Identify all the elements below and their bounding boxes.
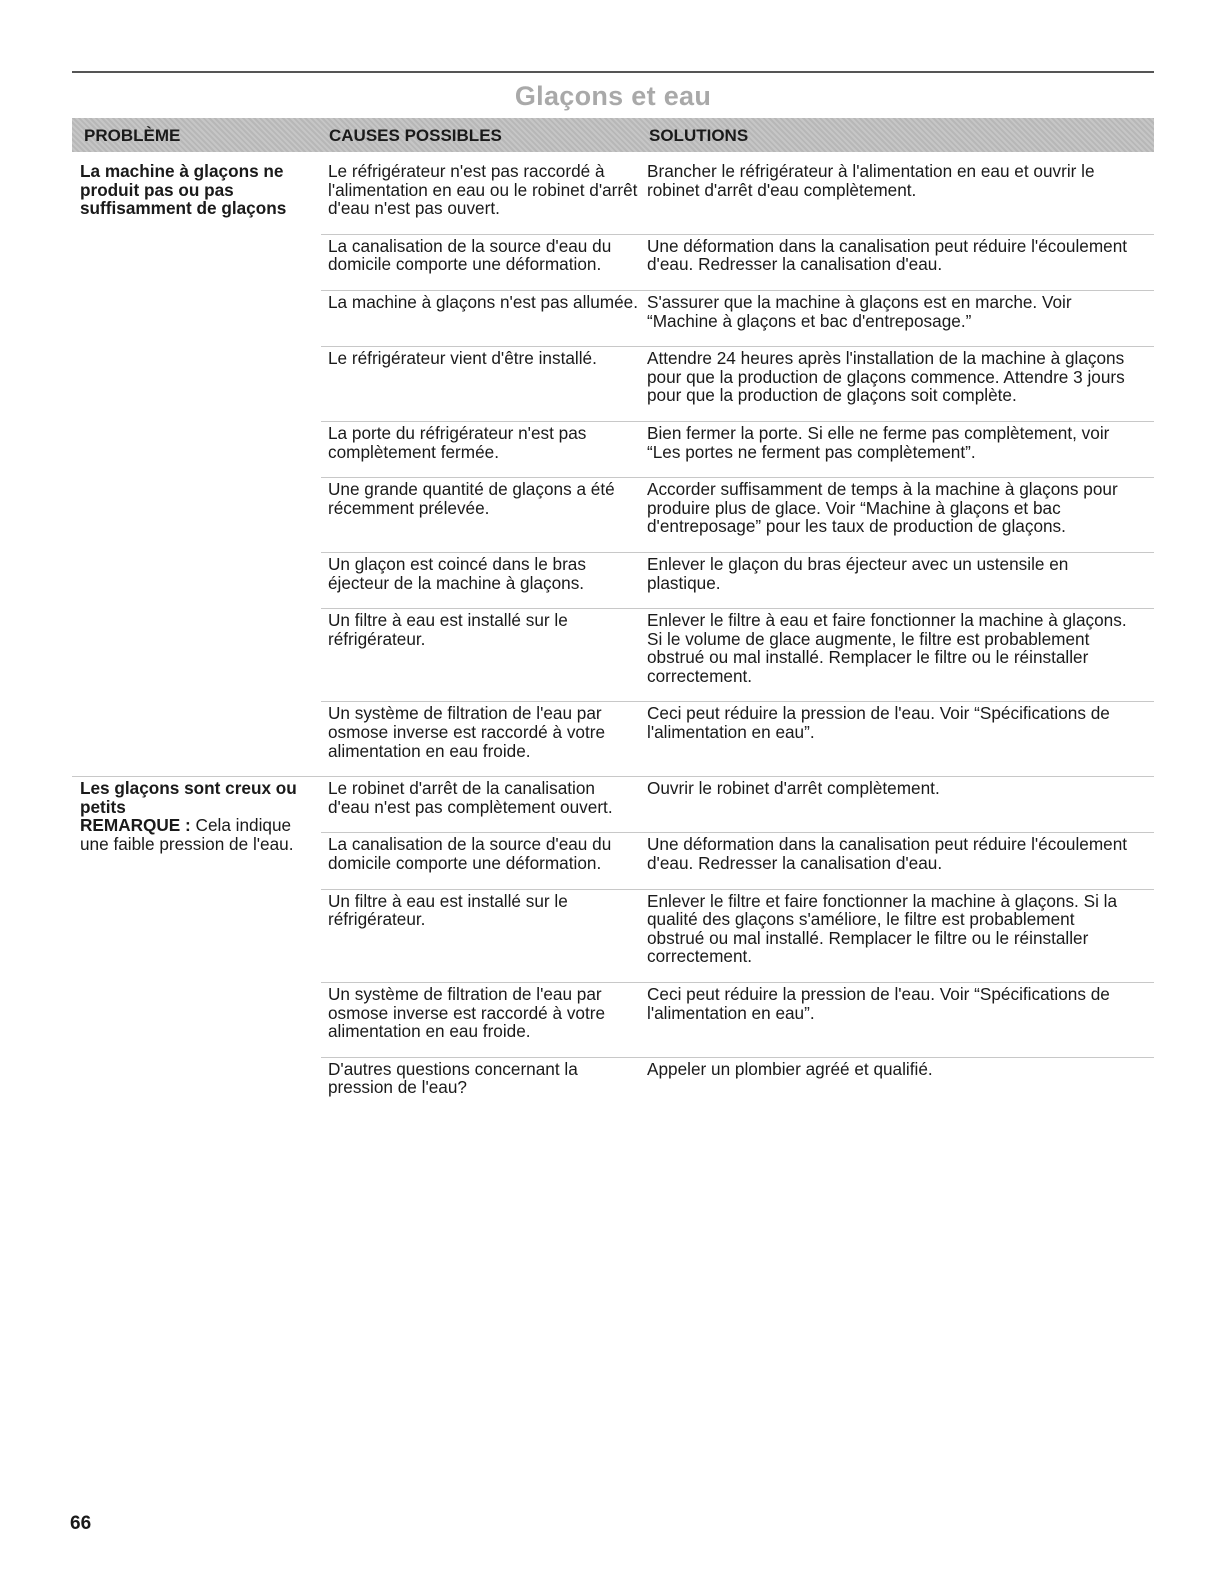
- table-row: [321, 235, 1154, 291]
- solution-text: S'assurer que la machine à glaçons est en marche. Voir “Machine à glaçons et bac d'entreposage.”: [647, 291, 1072, 331]
- table-row: [321, 983, 1154, 1058]
- table-row: [321, 777, 1154, 833]
- cause-text: Le réfrigérateur n'est pas raccordé à l'alimentation en eau ou le robinet d'arrêt d'eau n'est pas ouvert.: [328, 161, 638, 219]
- solution-text: Brancher le réfrigérateur à l'alimentation en eau et ouvrir le robinet d'arrêt d'eau complètement.: [647, 161, 1095, 200]
- table-row: [321, 553, 1154, 609]
- note-label: REMARQUE :: [80, 815, 191, 836]
- table-row: [321, 833, 1154, 889]
- cause-text: La porte du réfrigérateur n'est pas complètement fermée.: [328, 422, 587, 462]
- top-rule: [72, 71, 1154, 73]
- problem-cell: [80, 162, 315, 218]
- table-row: [321, 702, 1154, 776]
- cause-text: Un système de filtration de l'eau par osmose inverse est raccordé à votre alimentation en eau froide.: [328, 984, 606, 1042]
- cause-text: D'autres questions concernant la pression de l'eau?: [328, 1058, 578, 1098]
- cause-text: Une grande quantité de glaçons a été récemment prélevée.: [328, 479, 615, 518]
- problem-note: [80, 816, 315, 853]
- solution-text: Accorder suffisamment de temps à la machine à glaçons pour produire plus de glace. Voir “Machine à glaçons et bac d'entreposage” pour les taux de production de glaçons.: [647, 479, 1118, 537]
- note-text: Cela indique une faible pression de l'eau.: [80, 815, 294, 855]
- table-row: [321, 160, 1154, 235]
- cause-text: La canalisation de la source d'eau du domicile comporte une déformation.: [328, 235, 612, 275]
- problem-group-hollow-ice: [72, 777, 1154, 1113]
- table-row: [321, 291, 1154, 347]
- solution-text: Enlever le glaçon du bras éjecteur avec un ustensile en plastique.: [647, 553, 1069, 593]
- troubleshooting-table: [72, 160, 1154, 1113]
- cause-text: La machine à glaçons n'est pas allumée.: [328, 291, 638, 312]
- table-row: [321, 478, 1154, 553]
- solution-text: Une déformation dans la canalisation peut réduire l'écoulement d'eau. Redresser la canalisation d'eau.: [647, 834, 1128, 874]
- solution-text: Ceci peut réduire la pression de l'eau. Voir “Spécifications de l'alimentation en eau”.: [647, 984, 1110, 1023]
- table-row: [321, 890, 1154, 983]
- header-causes: CAUSES POSSIBLES: [329, 126, 502, 145]
- solution-text: Enlever le filtre à eau et faire fonctionner la machine à glaçons. Si le volume de glace augmente, le filtre est probablement obstrué ou mal installé. Remplacer le filtre ou le réinstaller correctement.: [647, 610, 1127, 686]
- cause-text: Un filtre à eau est installé sur le réfrigérateur.: [328, 890, 568, 930]
- cause-text: La canalisation de la source d'eau du domicile comporte une déformation.: [328, 834, 612, 874]
- problem-cell: [80, 779, 315, 853]
- header-problem: PROBLÈME: [84, 126, 181, 145]
- table-row: [321, 422, 1154, 478]
- table-header: [72, 118, 1154, 152]
- problem-title: La machine à glaçons ne produit pas ou pas suffisamment de glaçons: [80, 161, 287, 219]
- solution-text: Ceci peut réduire la pression de l'eau. Voir “Spécifications de l'alimentation en eau”.: [647, 703, 1110, 743]
- problem-group-ice-production: [72, 160, 1154, 777]
- solution-text: Bien fermer la porte. Si elle ne ferme pas complètement, voir “Les portes ne ferment pas complètement”.: [647, 422, 1110, 462]
- solution-text: Attendre 24 heures après l'installation de la machine à glaçons pour que la production de glaçons commence. Attendre 3 jours pour que la production de glaçons soit complète.: [647, 348, 1125, 406]
- cause-text: Un glaçon est coincé dans le bras éjecteur de la machine à glaçons.: [328, 553, 586, 593]
- header-solutions: SOLUTIONS: [649, 126, 749, 145]
- solution-text: Enlever le filtre et faire fonctionner la machine à glaçons. Si la qualité des glaçons s'améliore, le filtre est probablement obstrué ou mal installé. Remplacer le filtre ou le réinstaller correctement.: [647, 890, 1118, 967]
- solution-text: Appeler un plombier agréé et qualifié.: [647, 1058, 933, 1079]
- table-row: [321, 347, 1154, 422]
- page-title: Glaçons et eau: [514, 81, 712, 111]
- cause-text: Le robinet d'arrêt de la canalisation d'eau n'est pas complètement ouvert.: [328, 778, 613, 817]
- table-row: [321, 609, 1154, 702]
- problem-title: Les glaçons sont creux ou petits: [80, 778, 297, 817]
- page-number: 66: [70, 1513, 92, 1534]
- cause-text: Le réfrigérateur vient d'être installé.: [328, 348, 597, 369]
- table-row: [321, 1058, 1154, 1113]
- cause-text: Un système de filtration de l'eau par osmose inverse est raccordé à votre alimentation en eau froide.: [328, 703, 606, 761]
- solution-text: Une déformation dans la canalisation peut réduire l'écoulement d'eau. Redresser la canalisation d'eau.: [647, 235, 1128, 275]
- solution-text: Ouvrir le robinet d'arrêt complètement.: [647, 778, 940, 799]
- cause-text: Un filtre à eau est installé sur le réfrigérateur.: [328, 610, 568, 649]
